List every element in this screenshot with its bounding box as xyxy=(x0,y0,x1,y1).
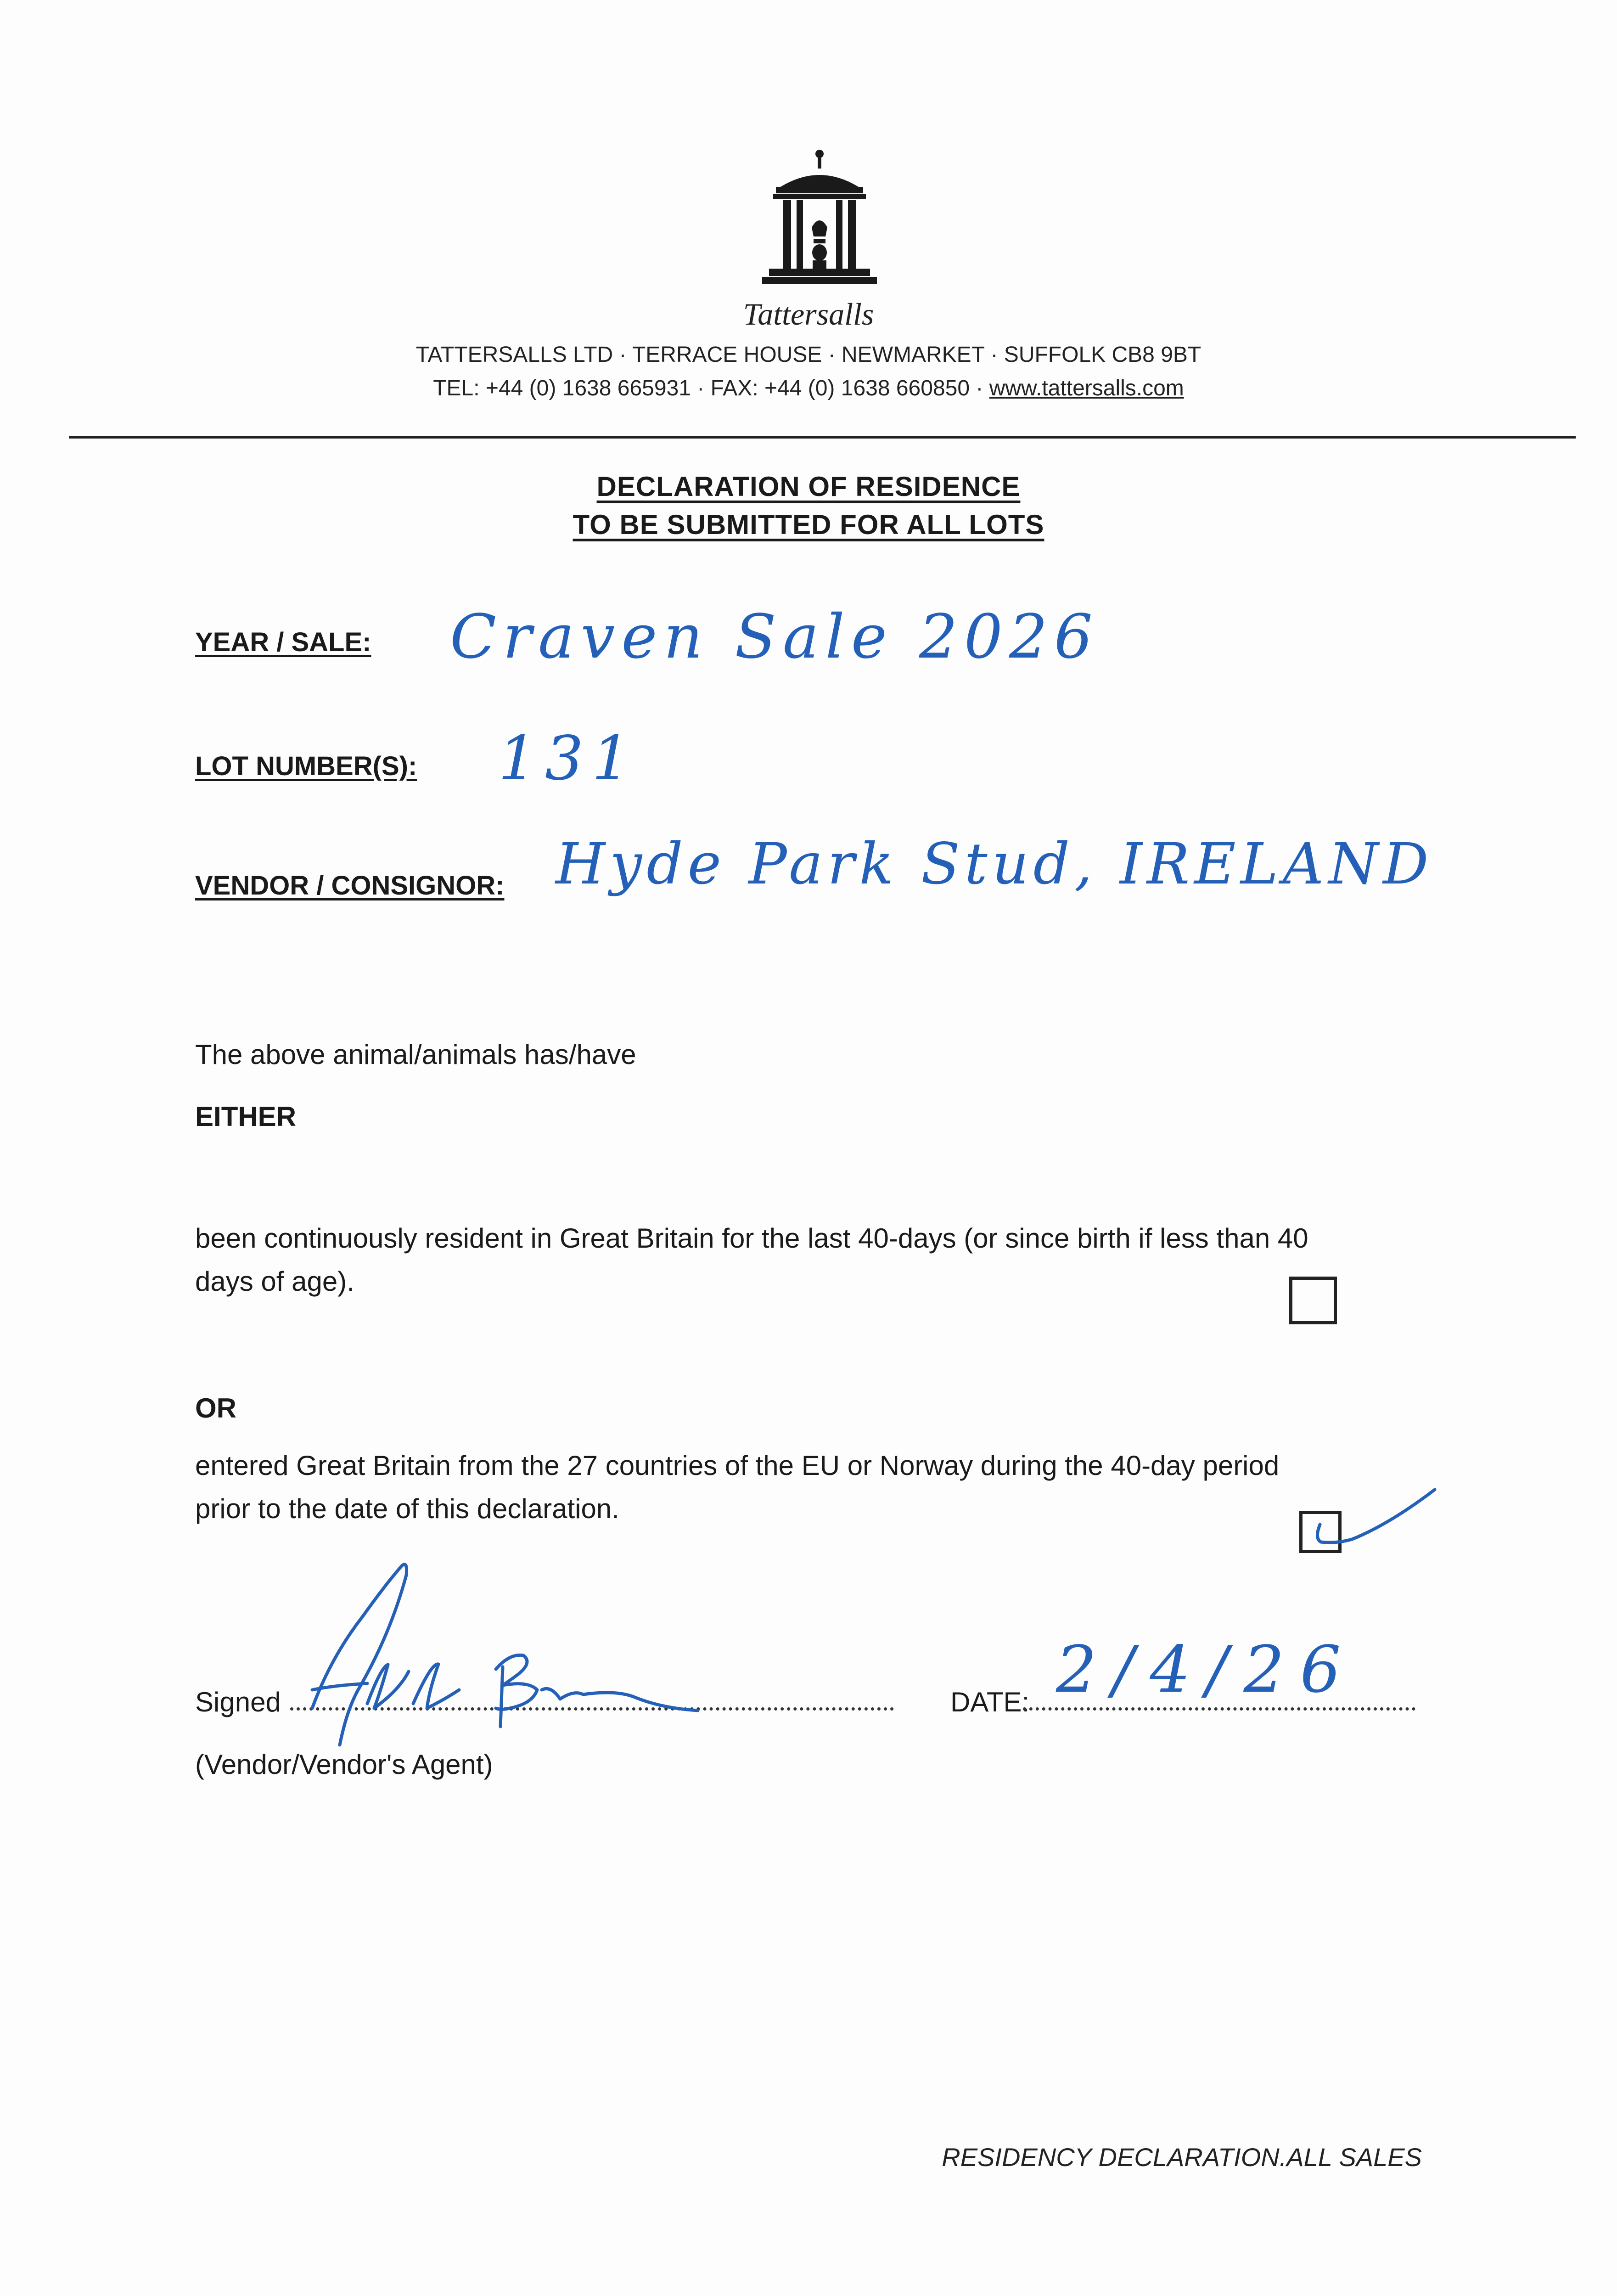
option2-text-line1: entered Great Britain from the 27 countries of the EU or Norway during the 40-day period xyxy=(195,1450,1280,1481)
intro-text: The above animal/animals has/have xyxy=(195,1039,636,1070)
website-link[interactable]: www.tattersalls.com xyxy=(989,376,1184,400)
option2-text-line2: prior to the date of this declaration. xyxy=(195,1493,619,1524)
handwritten-signature[interactable] xyxy=(294,1552,735,1754)
tattersalls-logo xyxy=(762,145,877,301)
document-subtitle: TO BE SUBMITTED FOR ALL LOTS xyxy=(573,509,1044,540)
lot-number-value[interactable]: 131 xyxy=(498,723,639,794)
date-label: DATE: xyxy=(950,1687,1030,1717)
date-value[interactable]: 2/4/26 xyxy=(1056,1632,1357,1707)
or-label: OR xyxy=(195,1393,236,1424)
option1-text-line2: days of age). xyxy=(195,1266,354,1297)
vendor-label: VENDOR / CONSIGNOR: xyxy=(195,871,505,900)
company-address: TATTERSALLS LTD · TERRACE HOUSE · NEWMARKET · SUFFOLK CB8 9BT xyxy=(415,343,1202,367)
document-title: DECLARATION OF RESIDENCE xyxy=(596,471,1021,502)
header-divider xyxy=(69,436,1576,439)
phone-fax: TEL: +44 (0) 1638 665931 · FAX: +44 (0) 1638 660850 · xyxy=(433,376,989,400)
option1-text-line1: been continuously resident in Great Britain for the last 40-days (or since birth if less than 40 xyxy=(195,1223,1308,1254)
brand-name: Tattersalls xyxy=(743,297,874,332)
year-sale-label: YEAR / SALE: xyxy=(195,627,371,657)
signed-label: Signed xyxy=(195,1687,281,1717)
footer-reference: RESIDENCY DECLARATION.ALL SALES xyxy=(942,2143,1422,2172)
tick-mark-icon xyxy=(1302,1483,1439,1566)
signatory-role: (Vendor/Vendor's Agent) xyxy=(195,1749,493,1780)
date-line xyxy=(1023,1707,1415,1711)
lot-number-label: LOT NUMBER(S): xyxy=(195,751,417,781)
vendor-value[interactable]: Hyde Park Stud, IRELAND xyxy=(556,831,1433,897)
either-label: EITHER xyxy=(195,1101,297,1132)
option1-checkbox[interactable] xyxy=(1289,1277,1337,1324)
contact-line xyxy=(0,376,1617,401)
year-sale-value[interactable]: Craven Sale 2026 xyxy=(450,602,1099,672)
